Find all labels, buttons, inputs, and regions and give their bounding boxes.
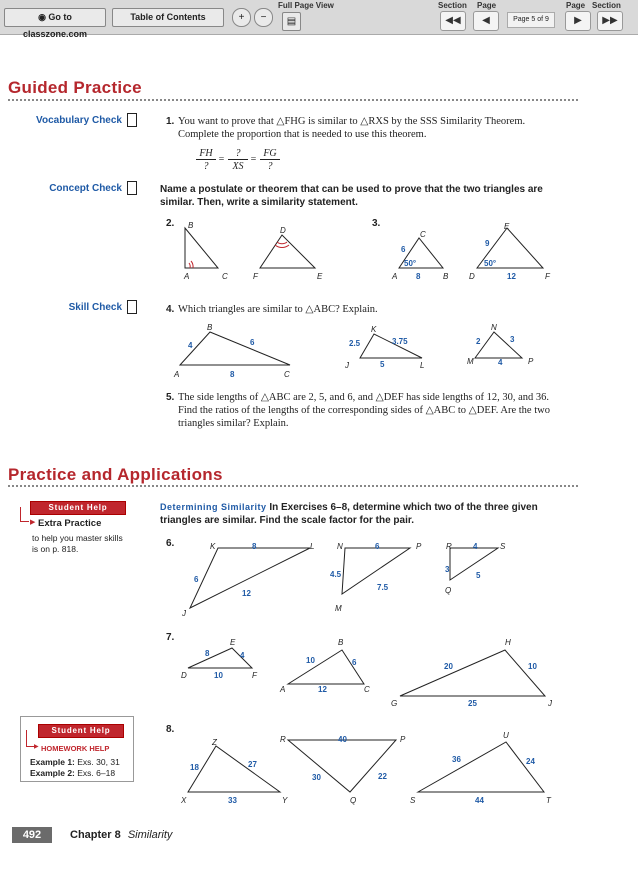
side-value: 4 [188,341,193,350]
full-page-view-label: Full Page View [278,1,334,10]
triangle-stu [418,742,544,792]
side-value: 12 [242,589,251,598]
equals-sign: = [250,154,257,165]
side-value: 10 [306,656,315,665]
side-value: 24 [526,757,535,766]
homework-help-box [20,716,134,782]
vertex-label: G [391,699,398,708]
next-section-icon[interactable]: ▶▶ [597,11,623,31]
toc-label: Table of Contents [130,12,206,22]
side-value: 8 [230,370,235,379]
footer-chapter [70,829,172,841]
vertex-label: Z [212,738,217,747]
side-value: 9 [485,239,490,248]
side-value: 30 [312,773,321,782]
vertex-label: N [491,323,497,332]
exercise-number: 4. [166,304,175,315]
zoom-out-icon[interactable]: − [254,8,273,27]
check-box-icon [127,113,137,127]
figure-exercise-6 [170,538,550,618]
zoom-in-icon[interactable]: + [232,8,251,27]
triangle-pqr [288,740,396,792]
exercise-number: 3. [372,218,381,229]
vertex-label: U [503,731,509,740]
side-value: 6 [375,542,380,551]
vertex-label: B [207,323,213,332]
exercise-number: 2. [166,218,175,229]
side-value: 6 [401,245,406,254]
side-value: 5 [380,360,385,369]
side-value: 22 [378,772,387,781]
next-page-icon[interactable]: ▶ [565,11,591,31]
vertex-label: K [210,542,216,551]
homework-help-title: HOMEWORK HELP [41,744,110,753]
vertex-label: X [181,796,187,805]
chapter-topic: Similarity [127,829,173,841]
figure-exercise-8 [170,730,560,810]
figure-exercise-7 [170,636,560,710]
vertex-label: C [222,272,228,281]
angle-value: 50° [404,259,417,268]
vertex-label: P [528,357,534,366]
side-value: 12 [507,272,516,281]
vertex-label: D [469,272,475,281]
student-help-badge: Student Help [30,501,126,515]
side-value: 3 [445,565,450,574]
vertex-label: A [174,370,180,379]
triangle-ghj [400,650,545,696]
triangle-qrs [450,548,498,580]
divider [8,485,578,487]
vertex-label: E [230,638,236,647]
vertex-label: N [337,542,343,551]
example-2-label: Example 2: [30,768,75,778]
help-connector [20,507,29,522]
side-value: 12 [318,685,327,694]
side-value: 44 [475,796,484,805]
triangle-xyz [188,746,280,792]
vertex-label: F [252,671,257,680]
side-value: 6 [250,338,255,347]
determining-similarity-text: In Exercises 6–8, determine which two of the three given triangles are similar. Find the scale factor for the pair. [160,502,538,526]
vertex-label: B [188,221,194,230]
vertex-label: C [284,370,290,379]
proportion-d1: ? [203,161,209,172]
side-value: 2.5 [349,339,361,348]
exercise-4-text: Which triangles are similar to △ABC? Explain. [178,304,378,315]
side-value: 4 [498,358,503,367]
side-value: 6 [194,575,199,584]
vertex-label: F [545,272,550,281]
vertex-label: R [280,735,286,744]
student-help-badge: Student Help [38,724,124,738]
side-value: 6 [352,658,357,667]
section-label-right: Section [592,1,621,10]
triangle-def [260,235,315,268]
triangle-mnp [342,548,410,594]
vertex-label: S [410,796,416,805]
proportion-d2: XS [232,161,244,172]
arrow-right-icon: ▶ [30,519,36,526]
vertex-label: M [467,357,474,366]
side-value: 33 [228,796,237,805]
triangle-mnp [475,332,522,358]
vertex-label: C [364,685,370,694]
vertex-label: A [392,272,398,281]
page-label-left: Page [477,1,497,10]
vertex-label: P [400,735,406,744]
check-box-icon [127,181,137,195]
arrow-right-icon: ▶ [34,744,39,750]
top-toolbar [0,0,638,39]
vertex-label: S [500,542,506,551]
full-page-view-icon[interactable]: ▤ [282,12,301,31]
vertex-label: E [317,272,323,281]
vertex-label: E [504,222,510,231]
triangle-jkl [190,548,310,608]
side-value: 25 [468,699,477,708]
vertex-label: D [181,671,187,680]
previous-section-icon[interactable]: ◀◀ [440,11,466,31]
side-value: 3.75 [392,337,408,346]
side-value: 8 [416,272,421,281]
exercise-number: 1. [166,116,175,127]
previous-page-icon[interactable]: ◀ [473,11,499,31]
vertex-label: J [345,361,349,370]
vertex-label: J [548,699,552,708]
page-number: 492 [12,827,52,843]
extra-practice-text: to help you master skills is on p. 818. [32,533,123,554]
side-value: 2 [476,337,481,346]
figure-exercise-4 [170,320,550,382]
vertex-label: M [335,604,342,613]
side-value: 7.5 [377,583,389,592]
triangle-abc [185,228,218,268]
exercise-number: 8. [166,724,175,735]
vertex-label: B [338,638,344,647]
vertex-label: F [253,272,258,281]
angle-mark [277,242,287,244]
page-count: Page 5 of 9 [507,12,555,28]
guided-practice-heading: Guided Practice [8,78,142,97]
vertex-label: A [280,685,286,694]
skill-check-label: Skill Check [68,302,122,313]
side-value: 8 [205,649,210,658]
triangle-abc [288,650,364,684]
example-2-exercises: Exs. 6–18 [77,768,116,778]
chapter-label: Chapter 8 [70,829,121,841]
classzone-label: Go to classzone.com [22,12,88,39]
exercise-1-text: You want to prove that △FHG is similar to △RXS by the SSS Similarity Theorem. Complete the proportion that is needed to use this theorem. [178,116,526,140]
vertex-label: L [310,542,315,551]
go-to-classzone-button[interactable] [4,8,106,39]
side-value: 18 [190,763,199,772]
vertex-label: Q [445,586,452,595]
angle-mark [191,261,193,268]
figure-exercise-3 [385,220,560,282]
vertex-label: P [416,542,422,551]
practice-applications-heading: Practice and Applications [8,465,223,484]
table-of-contents-button[interactable] [112,8,224,27]
side-value: 36 [452,755,461,764]
figure-exercise-2 [170,220,350,282]
side-value: 10 [214,671,223,680]
extra-practice-title: Extra Practice [38,518,102,529]
vertex-label: K [371,325,377,334]
side-value: 4 [473,542,478,551]
exercise-number: 7. [166,632,175,643]
side-value: 4.5 [330,570,342,579]
determining-similarity-label: Determining Similarity [160,502,267,512]
vertex-label: A [184,272,190,281]
side-value: 20 [444,662,453,671]
vertex-label: D [280,226,286,235]
vertex-label: Y [282,796,288,805]
proportion-n2: ? [228,148,248,160]
globe-icon: ◉ [38,12,49,22]
vertex-label: J [182,609,186,618]
exercise-number: 6. [166,538,175,549]
vertex-label: Q [350,796,357,805]
vertex-label: B [443,272,449,281]
exercise-5-text: The side lengths of △ABC are 2, 5, and 6, and △DEF has side lengths of 12, 30, and 36. Find the ratios of the lengths of the corresponding sides of △ABC to △DEF. Are the two triangles similar? Explain. [178,392,550,429]
side-value: 5 [476,571,481,580]
side-value: 27 [248,760,257,769]
triangle-jkl [360,334,422,358]
side-value: 4 [240,651,245,660]
vocabulary-check-label: Vocabulary Check [36,115,122,126]
vertex-label: H [505,638,511,647]
example-1-label: Example 1: [30,757,75,767]
angle-value: 50° [484,259,497,268]
page-label-right: Page [566,1,586,10]
proportion-n1: FH [196,148,216,160]
equals-sign: = [218,154,225,165]
vertex-label: T [546,796,551,805]
triangle-abc [180,332,290,365]
side-value: 40 [338,735,347,744]
vertex-label: L [420,361,425,370]
section-label-left: Section [438,1,467,10]
proportion-n3: FG [260,148,280,160]
vertex-label: R [446,542,452,551]
concept-check-text: Name a postulate or theorem that can be used to prove that the two triangles are similar. Then, write a similarity statement. [160,184,543,208]
exercise-number: 5. [166,392,175,403]
example-1-exercises: Exs. 30, 31 [77,757,120,767]
side-value: 3 [510,335,515,344]
proportion [196,148,296,176]
concept-check-label: Concept Check [49,183,122,194]
side-value: 10 [528,662,537,671]
angle-mark [275,245,289,248]
angle-mark [189,263,190,268]
divider [8,99,578,101]
vertex-label: C [420,230,426,239]
proportion-d3: ? [267,161,273,172]
check-box-icon [127,300,137,314]
side-value: 8 [252,542,257,551]
determining-similarity-instructions [160,501,560,527]
